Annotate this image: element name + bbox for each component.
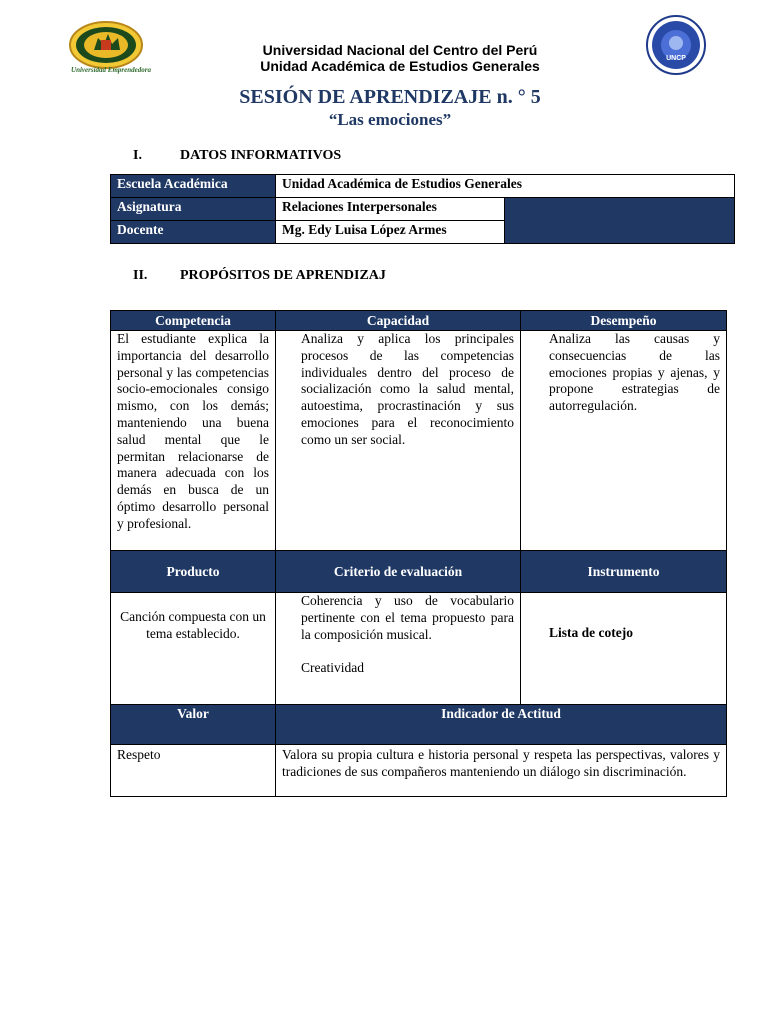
section2-number: II. [133,268,148,283]
session-subtitle: “Las emociones” [328,110,452,129]
row-label-docente: Docente [111,221,276,244]
producto-text: Canción compuesta con un tema establecido. [111,593,276,705]
section2-title: PROPÓSITOS DE APRENDIZAJ [180,268,386,283]
section1-number: I. [133,148,142,163]
table-row [111,175,735,198]
header-indicador: Indicador de Actitud [276,705,727,745]
header-criterio: Criterio de evaluación [276,551,521,593]
blank-navy-cell [505,198,735,244]
row-value-docente: Mg. Edy Luisa López Armes [276,221,505,244]
header-instrumento: Instrumento [521,551,727,593]
criterio-text: Coherencia y uso de vocabulario pertinente con el tema propuesto para la composición musical. [301,593,514,642]
header-valor: Valor [111,705,276,745]
table-row [111,198,735,221]
row-label-asignatura: Asignatura [111,198,276,221]
table-row [111,593,727,705]
header-capacidad: Capacidad [276,311,521,331]
desempeno-text: Analiza las causas y consecuencias de las emociones propias y ajenas, y propone estrategias de autorregulación. [521,331,727,551]
right-logo-label: UNCP [666,55,686,62]
header-desempeno: Desempeño [521,311,727,331]
academic-unit: Unidad Académica de Estudios Generales [260,58,540,74]
row-label-escuela: Escuela Académica [111,175,276,198]
header-producto: Producto [111,551,276,593]
capacidad-text: Analiza y aplica los principales procesos de las competencias individuales dentro del proceso de socialización como la salud mental, autoestima, procrastinación y sus emociones para el reconocimiento como un ser social. [276,331,521,551]
left-logo-caption: Universidad Emprendedora [71,66,151,74]
row-value-asignatura: Relaciones Interpersonales [276,198,505,221]
table-row [111,331,727,551]
datos-informativos-table [110,174,735,244]
table-row [111,551,727,593]
criterio-cell [276,593,521,705]
instrumento-text: Lista de cotejo [521,593,727,705]
propositos-table [110,310,727,797]
criterio-creatividad: Creatividad [301,660,364,676]
section1-title: DATOS INFORMATIVOS [180,148,342,163]
valor-text: Respeto [111,745,276,797]
table-row [111,311,727,331]
row-value-escuela: Unidad Académica de Estudios Generales [276,175,735,198]
table-row [111,745,727,797]
table-row [111,705,727,745]
university-name: Universidad Nacional del Centro del Perú [262,42,538,58]
competencia-text: El estudiante explica la importancia del desarrollo personal y las competencias socio-emocionales consigo mismo, con los demás; manteniendo una buena salud mental que le permitan relacionarse de manera adecuada con los demás en busca de un óptimo desarrollo personal y profesional. [111,331,276,551]
indicador-text: Valora su propia cultura e historia personal y respeta las perspectivas, valores y tradiciones de sus compañeros manteniendo un diálogo sin discriminación. [276,745,727,797]
header-competencia: Competencia [111,311,276,331]
session-title: SESIÓN DE APRENDIZAJE n. ° 5 [239,86,541,108]
